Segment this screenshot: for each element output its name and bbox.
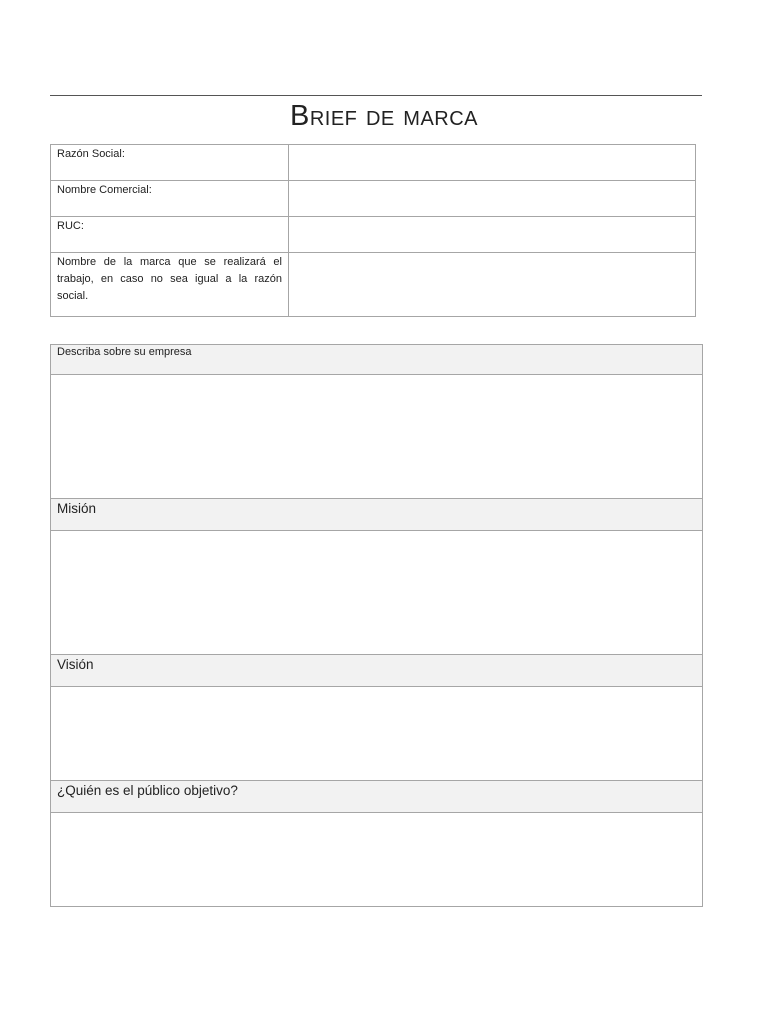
- ruc-label: RUC:: [51, 217, 289, 253]
- section-field-mision[interactable]: [51, 531, 703, 655]
- company-info-row-nombre-comercial: [51, 181, 696, 217]
- razon-social-label: Razón Social:: [51, 145, 289, 181]
- razon-social-field[interactable]: [289, 145, 696, 181]
- section-header-row: [51, 781, 703, 813]
- section-heading-mision: Misión: [51, 499, 703, 531]
- section-field-empresa[interactable]: [51, 375, 703, 499]
- section-body-row: [51, 813, 703, 907]
- nombre-marca-field[interactable]: [289, 253, 696, 317]
- section-header-row: [51, 655, 703, 687]
- header-rule: [50, 95, 702, 96]
- section-header-row: [51, 499, 703, 531]
- company-info-row-ruc: [51, 217, 696, 253]
- section-body-row: [51, 531, 703, 655]
- section-field-publico[interactable]: [51, 813, 703, 907]
- company-info-row-razon-social: [51, 145, 696, 181]
- section-body-row: [51, 375, 703, 499]
- section-heading-publico: ¿Quién es el público objetivo?: [51, 781, 703, 813]
- nombre-comercial-field[interactable]: [289, 181, 696, 217]
- section-body-row: [51, 687, 703, 781]
- section-heading-empresa: Describa sobre su empresa: [51, 345, 703, 375]
- nombre-comercial-label: Nombre Comercial:: [51, 181, 289, 217]
- company-info-row-nombre-marca: [51, 253, 696, 317]
- section-heading-vision: Visión: [51, 655, 703, 687]
- document-title: Brief de marca: [289, 100, 479, 132]
- ruc-field[interactable]: [289, 217, 696, 253]
- company-info-table: [50, 144, 696, 317]
- section-header-row: [51, 345, 703, 375]
- nombre-marca-label: Nombre de la marca que se realizará el trabajo, en caso no sea igual a la razón social.: [51, 253, 289, 317]
- brief-sections-table: [50, 344, 703, 907]
- section-field-vision[interactable]: [51, 687, 703, 781]
